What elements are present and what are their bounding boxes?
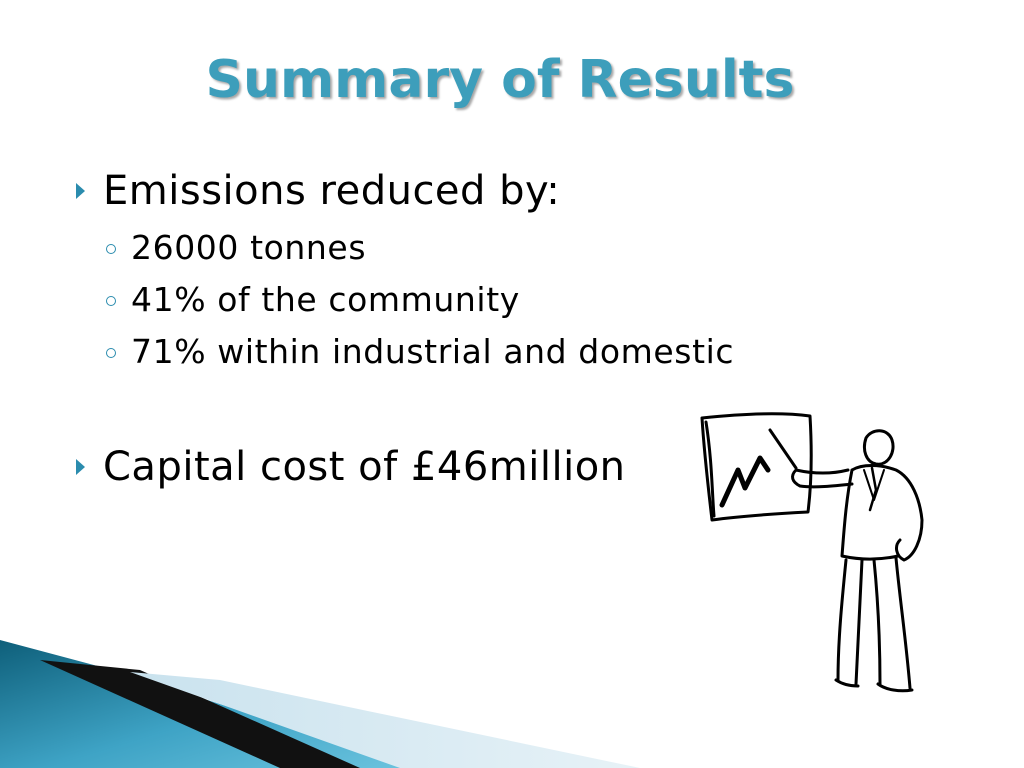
subitem-label: 71% within industrial and domestic — [131, 332, 735, 371]
pointer-stick — [770, 430, 796, 468]
presenter-feet — [836, 680, 912, 691]
chart-line — [722, 458, 768, 505]
presenter-head — [864, 431, 893, 464]
presenter-torso — [842, 466, 922, 561]
subitem-label: 41% of the community — [131, 280, 520, 319]
presenter-legs — [838, 558, 910, 688]
presenter-arm — [793, 470, 852, 487]
bullet-label: Capital cost of £46million — [103, 444, 626, 490]
bullet-label: Emissions reduced by: — [103, 168, 561, 214]
slide-title: Summary of Results — [205, 50, 795, 110]
subitem-label: 26000 tonnes — [131, 228, 367, 267]
